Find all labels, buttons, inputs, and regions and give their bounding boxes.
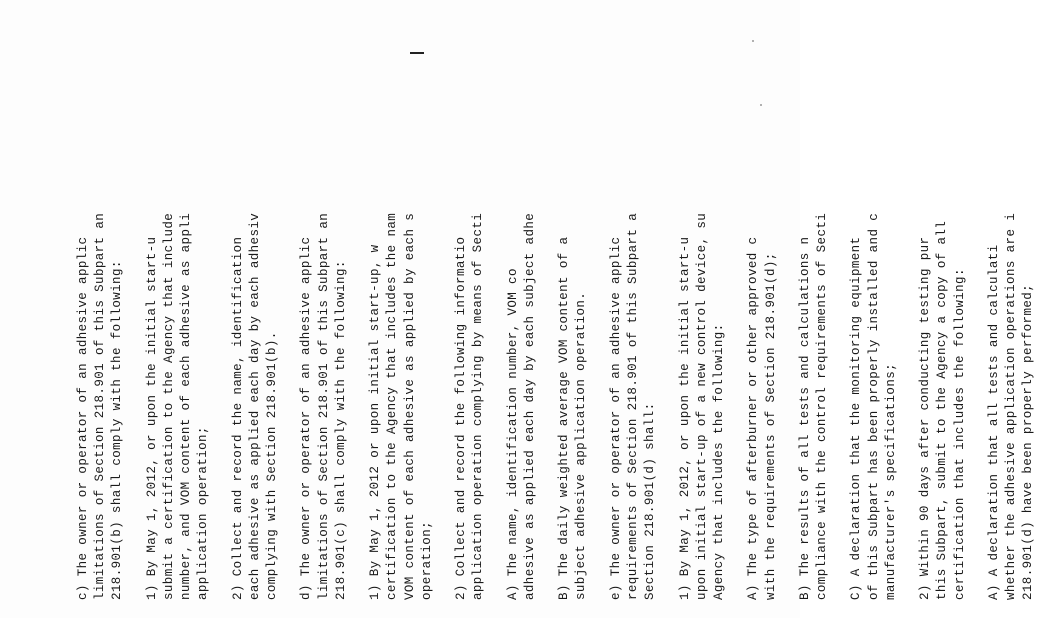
paragraph-gap (900, 108, 917, 600)
text-line: each adhesive as applied each day by each adhesiv (247, 212, 262, 600)
text-line: subject adhesive application operation. (574, 291, 589, 600)
text-body (75, 108, 1036, 600)
text-line: 1) By May 1, 2012 or upon initial start-up, w (368, 244, 383, 600)
scan-speck (760, 104, 762, 106)
paragraph-gap (488, 108, 505, 600)
text-line: requirements of Section 218.901 of this Subpart a (626, 212, 640, 600)
scan-dash-mark (410, 52, 424, 54)
text-line: 218.901(d) have been properly performed; (1021, 283, 1036, 600)
text-line: whether the adhesive application operations are i (1004, 212, 1019, 600)
text-line: B) The daily weighted average VOM content of a (557, 236, 572, 600)
text-line: of this Subpart has been properly installed and c (866, 212, 881, 600)
text-line: c) The owner or operator of an adhesive applic (76, 236, 90, 600)
paragraph-gap (780, 108, 797, 600)
paragraph-gap (969, 108, 986, 600)
text-line: application operation complying by means of Secti (471, 212, 486, 600)
text-line: number, and VOM content of each adhesive as appli (179, 212, 194, 600)
paragraph-gap (436, 108, 453, 600)
paragraph-gap (213, 108, 230, 600)
text-line: with the requirements of Section 218.901(d); (763, 252, 778, 600)
paragraph-gap (728, 108, 745, 600)
text-line: VOM content of each adhesive as applied by each s (402, 212, 417, 600)
text-line: 218.901(b) shall comply with the following: (110, 260, 125, 600)
text-line: application operation; (196, 426, 211, 600)
text-line: 1) By May 1, 2012, or upon the initial start-u (144, 236, 159, 600)
text-line: B) The results of all tests and calculations n (797, 236, 812, 600)
paragraph-gap (591, 108, 608, 600)
paragraph-gap (831, 108, 848, 600)
text-line: 1) By May 1, 2012, or upon the initial start-u (677, 236, 692, 600)
text-line: limitations of Section 218.901 of this Subpart an (316, 212, 331, 600)
text-line: limitations of Section 218.901 of this Subpart an (93, 212, 108, 600)
text-line: 2) Within 90 days after conducting testing pur (918, 236, 933, 600)
rotated-text-block (75, 108, 1036, 600)
text-line: certification to the Agency that includes the nam (385, 212, 400, 600)
text-line: A) A declaration that all tests and calculati (986, 244, 1001, 600)
text-line: certification that includes the following: (952, 268, 967, 600)
text-line: Agency that includes the following: (711, 323, 726, 600)
text-line: 218.901(c) shall comply with the following: (333, 260, 348, 600)
text-line: compliance with the control requirements of Secti (815, 212, 830, 600)
text-line: manufacturer's specifications; (883, 362, 898, 600)
text-line: adhesive as applied each day by each subject adhe (522, 212, 537, 600)
scan-speck (752, 40, 754, 42)
text-line: A) The name, identification number, VOM co (505, 268, 520, 600)
text-line: complying with Section 218.901(b). (265, 331, 280, 600)
text-line: 2) Collect and record the name, identification (230, 236, 245, 600)
paragraph-gap (539, 108, 556, 600)
paragraph-gap (127, 108, 144, 600)
text-line: submit a certification to the Agency that include (161, 212, 176, 600)
text-line: this Subpart, submit to the Agency a copy of all (935, 220, 950, 600)
text-line: operation; (419, 520, 434, 600)
text-line: C) A declaration that the monitoring equipment (849, 236, 864, 600)
text-line: Section 218.901(d) shall: (643, 402, 658, 600)
text-line: A) The type of afterburner or other approved c (746, 236, 761, 600)
paragraph-gap (659, 108, 676, 600)
paragraph-gap (281, 108, 298, 600)
text-line: 2) Collect and record the following informatio (454, 236, 469, 600)
text-line: upon initial start-up of a new control device, su (694, 212, 709, 600)
text-line: d) The owner or operator of an adhesive applic (299, 236, 314, 600)
text-line: e) The owner or operator of an adhesive applic (608, 236, 623, 600)
paragraph-gap (350, 108, 367, 600)
